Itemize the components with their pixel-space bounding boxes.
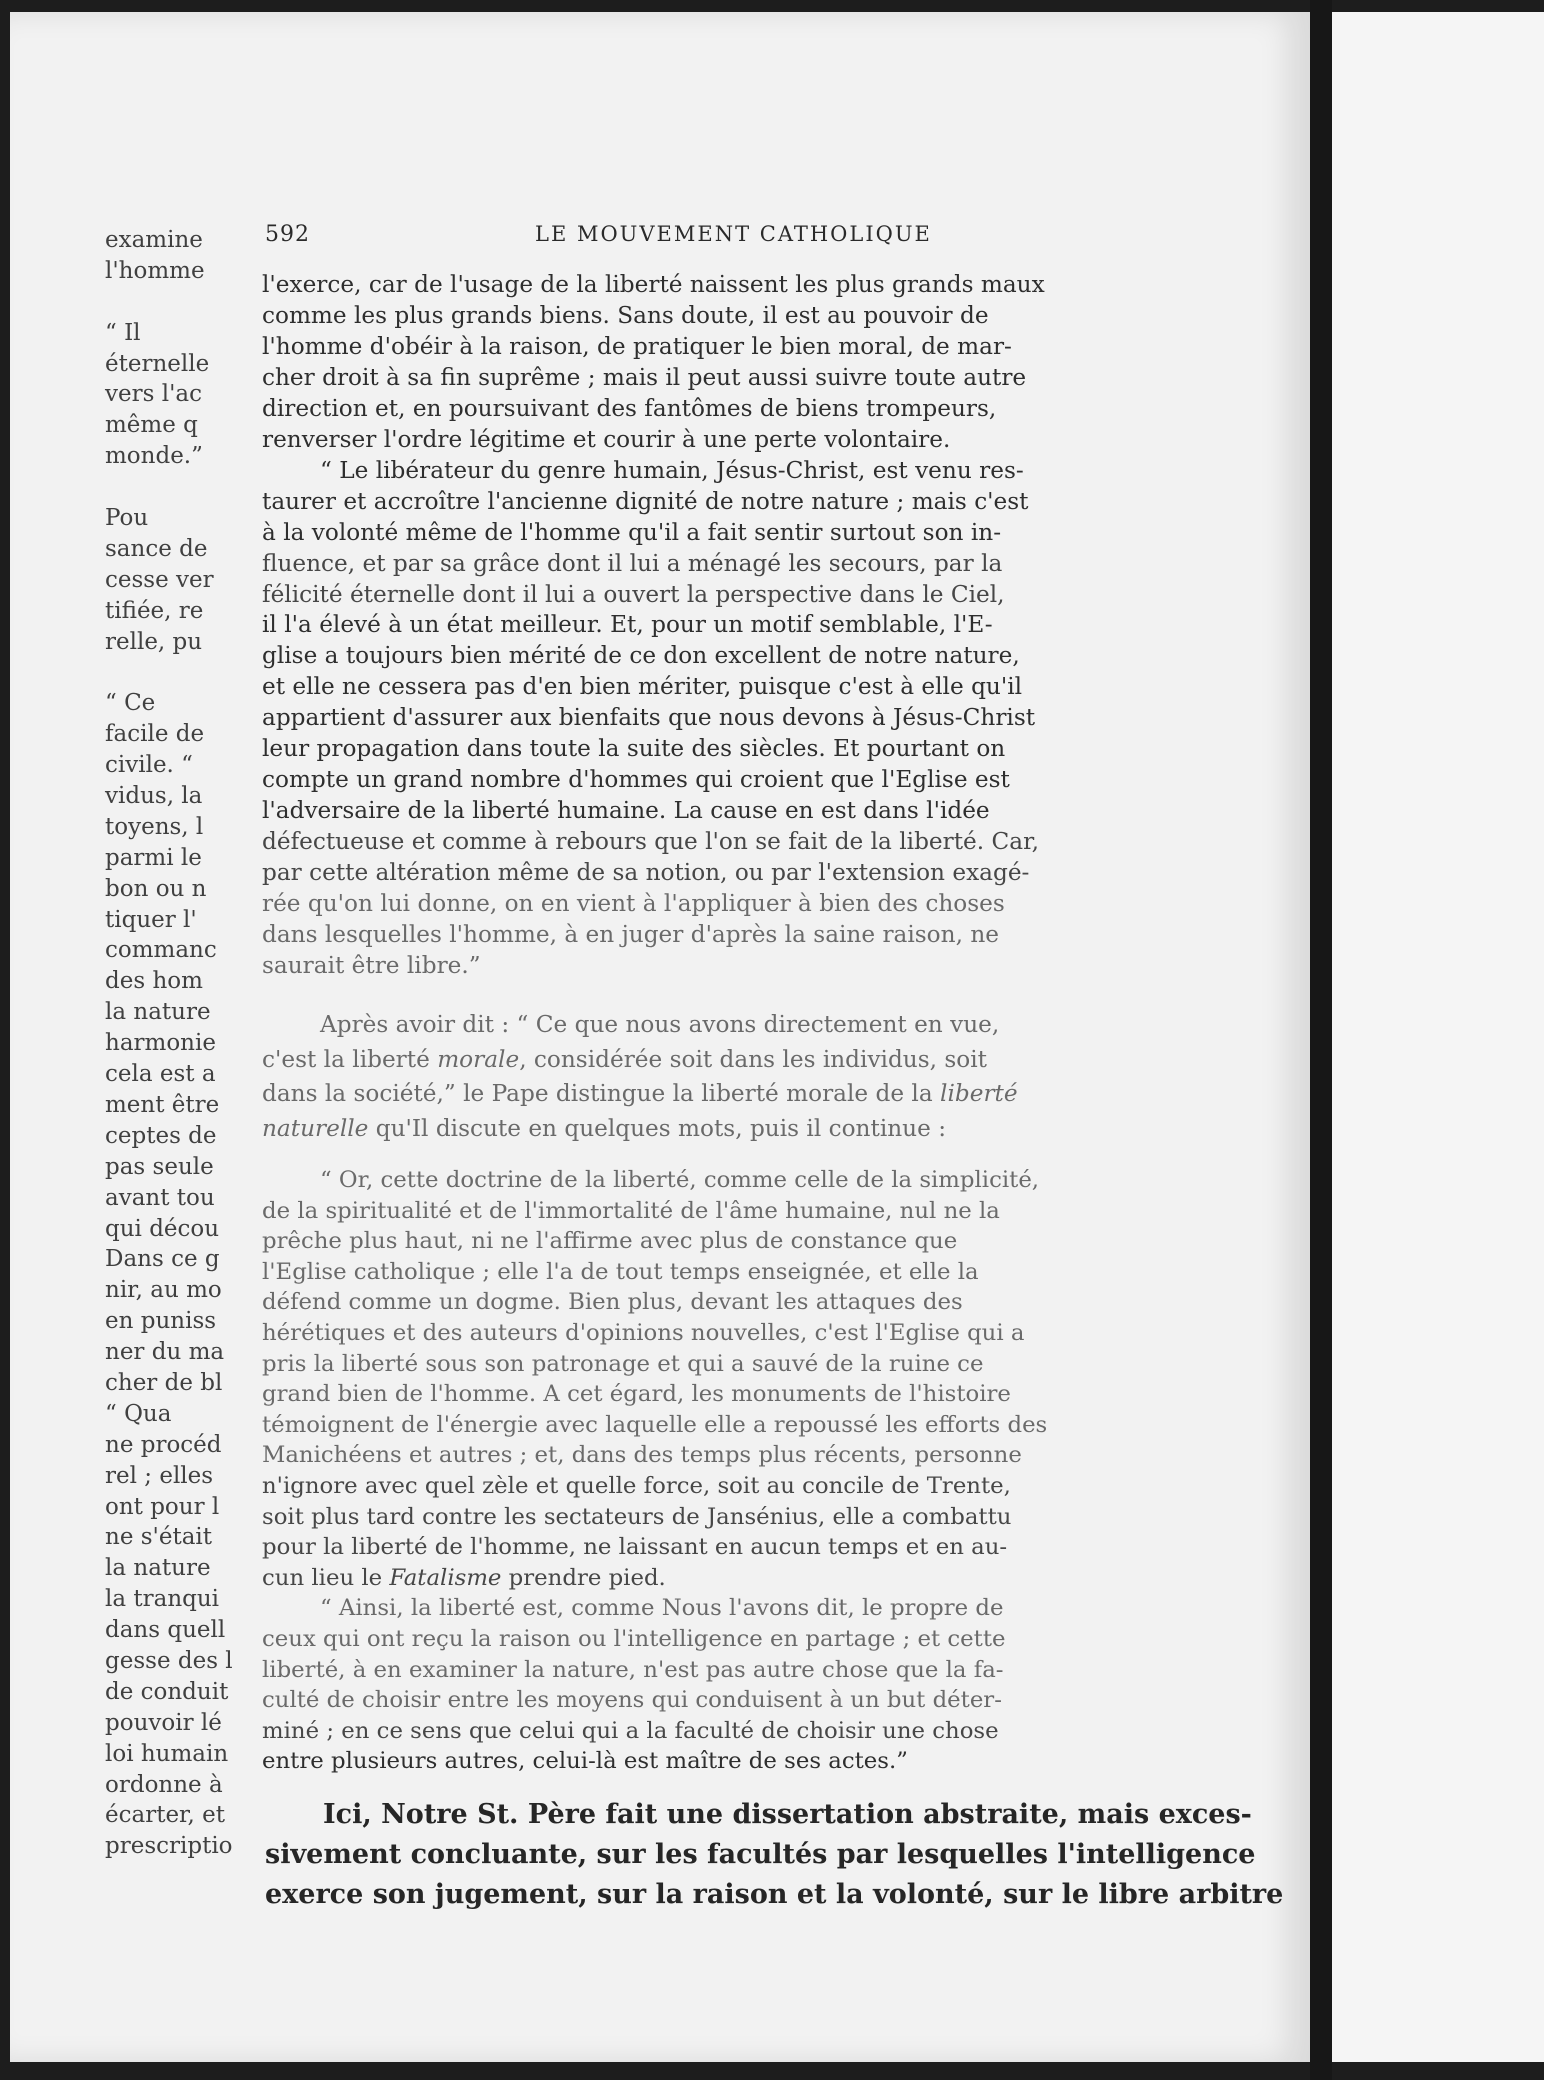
right-fragment-line: gesse des l	[105, 1647, 233, 1674]
text-line: ceux qui ont reçu la raison ou l'intelligence en partage ; et cette	[262, 1625, 1006, 1652]
right-page	[1332, 12, 1544, 2062]
right-fragment-line: bon ou n	[105, 875, 207, 902]
right-fragment-line: cesse ver	[105, 566, 214, 593]
right-fragment-line: sance de	[105, 535, 208, 562]
right-fragment-line: même q	[105, 412, 198, 439]
page-number: 592	[265, 222, 310, 247]
text-line: renverser l'ordre légitime et courir à une perte volontaire.	[262, 425, 951, 453]
right-fragment-line: la nature	[105, 999, 211, 1026]
right-fragment-line: examine	[105, 227, 203, 253]
right-fragment-line: ordonne à	[105, 1771, 223, 1798]
paragraph-block-1	[262, 270, 1045, 982]
right-fragment-line: prescriptio	[105, 1833, 233, 1860]
right-fragment-line: l'homme	[105, 257, 205, 284]
right-fragment-line: écarter, et	[105, 1802, 225, 1829]
right-fragment-line: vers l'ac	[105, 381, 202, 408]
text-line: pris la liberté sous son patronage et qui a sauvé de la ruine ce	[262, 1350, 984, 1377]
right-fragment-line: pouvoir lé	[105, 1709, 222, 1736]
right-fragment-line: tifiée, re	[105, 597, 204, 624]
text-line: grand bien de l'homme. A cet égard, les monuments de l'histoire	[262, 1381, 1011, 1408]
right-fragment-line: cher de bl	[105, 1369, 223, 1396]
right-fragment-line: éternelle	[105, 350, 210, 377]
right-fragment-line: dans quell	[105, 1617, 226, 1644]
gutter	[1310, 0, 1332, 2080]
text-line: l'homme d'obéir à la raison, de pratiquer le bien moral, de mar-	[262, 332, 1012, 360]
text-line: comme les plus grands biens. Sans doute, il est au pouvoir de	[262, 301, 989, 329]
text-line: défectueuse et comme à rebours que l'on se fait de la liberté. Car,	[262, 828, 1039, 856]
text-line: appartient d'assurer aux bienfaits que nous devons à Jésus-Christ	[262, 704, 1036, 732]
text-line: dans la société,” le Pape distingue la liberté morale de la liberté	[262, 1080, 1018, 1107]
right-fragment-line: “ Ce	[105, 690, 156, 717]
text-line: l'adversaire de la liberté humaine. La cause en est dans l'idée	[262, 797, 990, 825]
right-fragment-line: ner du ma	[105, 1339, 225, 1366]
right-fragment-line: tiquer l'	[105, 906, 197, 933]
right-fragment-line: ne procéd	[105, 1431, 222, 1458]
text-line: par cette altération même de sa notion, ou par l'extension exagé-	[262, 859, 1030, 887]
right-fragment-line	[105, 287, 233, 318]
right-fragment-line: qui décou	[105, 1215, 220, 1242]
paragraph-block-3	[262, 1165, 1047, 1777]
italic-term-fatalisme: Fatalisme	[389, 1564, 502, 1591]
right-fragment-line: harmonie	[105, 1030, 216, 1057]
text-line: défend comme un dogme. Bien plus, devant les attaques des	[262, 1289, 963, 1316]
paragraph-block-2	[262, 1008, 1018, 1146]
italic-term-naturelle: naturelle	[262, 1114, 369, 1142]
right-fragment-line: commanc	[105, 937, 217, 964]
text-line: hérétiques et des auteurs d'opinions nouvelles, c'est l'Eglise qui a	[262, 1319, 1025, 1346]
right-fragment-line: toyens, l	[105, 813, 204, 840]
right-fragment-line: de conduit	[105, 1678, 229, 1705]
text-line: l'Eglise catholique ; elle l'a de tout temps enseignée, et elle la	[262, 1258, 979, 1285]
right-fragment-line: des hom	[105, 968, 203, 995]
right-fragment-line: Pou	[105, 505, 149, 532]
right-fragment-line: avant tou	[105, 1184, 215, 1211]
italic-term-liberte: liberté	[940, 1080, 1018, 1107]
text-line: entre plusieurs autres, celui-là est maître de ses actes.”	[262, 1748, 908, 1775]
italic-term-morale: morale	[437, 1045, 520, 1073]
right-fragment-line: facile de	[105, 721, 205, 748]
text-line: “ Or, cette doctrine de la liberté, comme celle de la simplicité,	[320, 1167, 1040, 1193]
text-line: pour la liberté de l'homme, ne laissant en aucun temps et en au-	[262, 1534, 1008, 1561]
text-line: “ Ainsi, la liberté est, comme Nous l'avons dit, le propre de	[320, 1595, 1004, 1622]
right-fragment-line: “ Qua	[105, 1400, 172, 1427]
text-line: dans lesquelles l'homme, à en juger d'après la saine raison, ne	[262, 921, 999, 949]
right-fragment-line: Dans ce g	[105, 1246, 220, 1273]
right-fragment-line: ne s'était	[105, 1524, 213, 1551]
text-line: n'ignore avec quel zèle et quelle force, soit au concile de Trente,	[262, 1472, 1011, 1499]
right-fragment-line: cela est a	[105, 1061, 216, 1088]
text-line: naturelle qu'Il discute en quelques mots, puis il continue :	[262, 1114, 947, 1142]
text-line: et elle ne cessera pas d'en bien mériter, puisque c'est à elle qu'il	[262, 673, 1023, 701]
page-header	[265, 222, 1185, 256]
right-fragment-line	[105, 472, 233, 503]
right-fragment-line: loi humain	[105, 1740, 229, 1767]
text-line: c'est la liberté morale, considérée soit dans les individus, soit	[262, 1045, 987, 1073]
text-line: Après avoir dit : “ Ce que nous avons directement en vue,	[320, 1011, 1000, 1038]
text-line: miné ; en ce sens que celui qui a la faculté de choisir une chose	[262, 1717, 999, 1744]
text-line: il l'a élevé à un état meilleur. Et, pour un motif semblable, l'E-	[262, 611, 993, 639]
right-fragment-line: rel ; elles	[105, 1462, 214, 1489]
right-fragment-line: ment être	[105, 1091, 220, 1118]
right-fragment-line: la nature	[105, 1555, 211, 1582]
right-fragment-line: parmi le	[105, 844, 202, 871]
right-fragment-line: ceptes de	[105, 1122, 217, 1149]
text-line: exerce son jugement, sur la raison et la volonté, sur le libre arbitre	[265, 1879, 1284, 1910]
text-line: leur propagation dans toute la suite des siècles. Et pourtant on	[262, 735, 1006, 763]
text-line: glise a toujours bien mérité de ce don excellent de notre nature,	[262, 642, 1020, 670]
text-line: culté de choisir entre les moyens qui conduisent à un but déter-	[262, 1687, 1002, 1714]
text-line: compte un grand nombre d'hommes qui croient que l'Eglise est	[262, 766, 1010, 794]
text-line: direction et, en poursuivant des fantômes de biens trompeurs,	[262, 394, 997, 422]
right-fragment-line: pas seule	[105, 1153, 214, 1180]
text-line: “ Le libérateur du genre humain, Jésus-Christ, est venu res-	[320, 456, 1024, 484]
right-fragment-line: civile. “	[105, 752, 193, 779]
text-line: sivement concluante, sur les facultés par lesquelles l'intelligence	[265, 1839, 1256, 1870]
right-fragment-line: monde.”	[105, 443, 203, 470]
right-fragment-line: vidus, la	[105, 783, 203, 810]
text-line: taurer et accroître l'ancienne dignité de notre nature ; mais c'est	[262, 487, 1029, 515]
right-fragment-line: la tranqui	[105, 1586, 220, 1613]
text-line: félicité éternelle dont il lui a ouvert la perspective dans le Ciel,	[262, 580, 1005, 608]
text-line: Manichéens et autres ; et, dans des temps plus récents, personne	[262, 1442, 1022, 1469]
right-fragment-line: nir, au mo	[105, 1277, 222, 1304]
right-fragment-line: en puniss	[105, 1308, 217, 1335]
text-line: liberté, à en examiner la nature, n'est pas autre chose que la fa-	[262, 1656, 1004, 1683]
text-line: fluence, et par sa grâce dont il lui a ménagé les secours, par la	[262, 549, 1003, 577]
text-line: prêche plus haut, ni ne l'affirme avec plus de constance que	[262, 1228, 958, 1255]
text-line: de la spiritualité et de l'immortalité de l'âme humaine, nul ne la	[262, 1197, 1000, 1224]
right-fragment-line: “ Il	[105, 319, 141, 346]
text-line: rée qu'on lui donne, on en vient à l'appliquer à bien des choses	[262, 890, 1005, 918]
right-fragment-line	[105, 657, 233, 688]
text-line: Ici, Notre St. Père fait une dissertation abstraite, mais exces-	[323, 1799, 1252, 1830]
text-line: saurait être libre.”	[262, 951, 481, 979]
text-line: l'exerce, car de l'usage de la liberté naissent les plus grands maux	[262, 271, 1045, 298]
text-line: cher droit à sa fin suprême ; mais il peut aussi suivre toute autre	[262, 363, 1027, 391]
text-line: cun lieu le Fatalisme prendre pied.	[262, 1564, 666, 1591]
right-page-text-fragments	[105, 225, 233, 1862]
text-line: soit plus tard contre les sectateurs de Jansénius, elle a combattu	[262, 1503, 1012, 1530]
text-line: témoignent de l'énergie avec laquelle elle a repoussé les efforts des	[262, 1411, 1048, 1438]
running-title: LE MOUVEMENT CATHOLIQUE	[535, 222, 932, 246]
right-fragment-line: ont pour l	[105, 1493, 220, 1520]
text-line: à la volonté même de l'homme qu'il a fait sentir surtout son in-	[262, 518, 1002, 546]
right-fragment-line: relle, pu	[105, 628, 203, 655]
paragraph-block-4	[265, 1795, 1284, 1915]
